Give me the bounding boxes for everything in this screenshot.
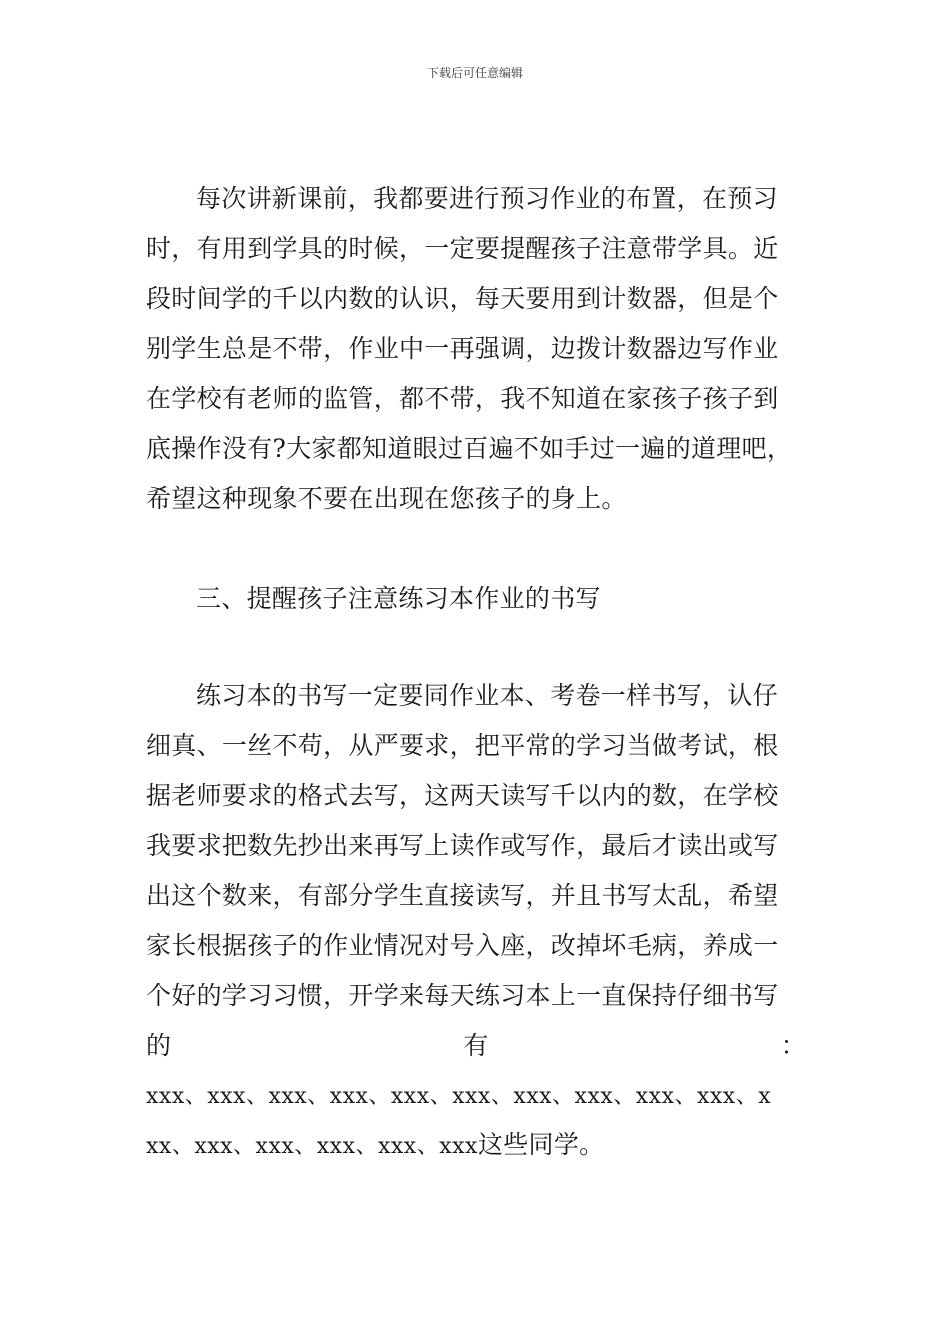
text-line: 出这个数来，有部分学生直接读写，并且书写太乱，希望 — [146, 881, 779, 910]
text-line: 练习本的书写一定要同作业本、考卷一样书写，认仔 — [196, 681, 778, 710]
text-line: 个好的学习习惯，开学来每天练习本上一直保持仔细书写 — [146, 981, 779, 1010]
text-line: 家长根据孩子的作业情况对号入座，改掉坏毛病，养成一 — [146, 931, 779, 960]
text-fragment: ： — [780, 1031, 806, 1060]
text-line: 我要求把数先抄出来再写上读作或写作，最后才读出或写 — [146, 831, 779, 860]
text-line: 据老师要求的格式去写，这两天读写千以内的数，在学校 — [146, 781, 779, 810]
text-line: 底操作没有?大家都知道眼过百遍不如手过一遍的道理吧， — [146, 434, 793, 463]
text-line: 希望这种现象不要在出现在您孩子的身上。 — [146, 484, 627, 513]
closing-text: 这些同学。 — [477, 1130, 605, 1159]
justified-line — [146, 1021, 806, 1071]
text-line: 每次讲新课前，我都要进行预习作业的布置，在预习 — [196, 184, 778, 213]
student-names-line-end — [146, 1121, 604, 1169]
text-line: 段时间学的千以内数的认识，每天要用到计数器，但是个 — [146, 284, 779, 313]
section-heading: 三、提醒孩子注意练习本作业的书写 — [196, 584, 601, 613]
text-line: 别学生总是不带，作业中一再强调，边拨计数器边写作业 — [146, 334, 779, 363]
text-line: 细真、一丝不苟，从严要求，把平常的学习当做考试，根 — [146, 731, 779, 760]
text-line: 时，有用到学具的时候，一定要提醒孩子注意带学具。近 — [146, 234, 779, 263]
text-fragment: 有 — [463, 1031, 489, 1060]
student-names: xx、xxx、xxx、xxx、xxx、xxx — [146, 1134, 478, 1159]
text-line: 在学校有老师的监管，都不带，我不知道在家孩子孩子到 — [146, 384, 779, 413]
text-fragment: 的 — [146, 1031, 172, 1060]
student-names-line: xxx、xxx、xxx、xxx、xxx、xxx、xxx、xxx、xxx、xxx、x — [146, 1084, 772, 1109]
page-header: 下载后可任意编辑 — [426, 66, 523, 80]
